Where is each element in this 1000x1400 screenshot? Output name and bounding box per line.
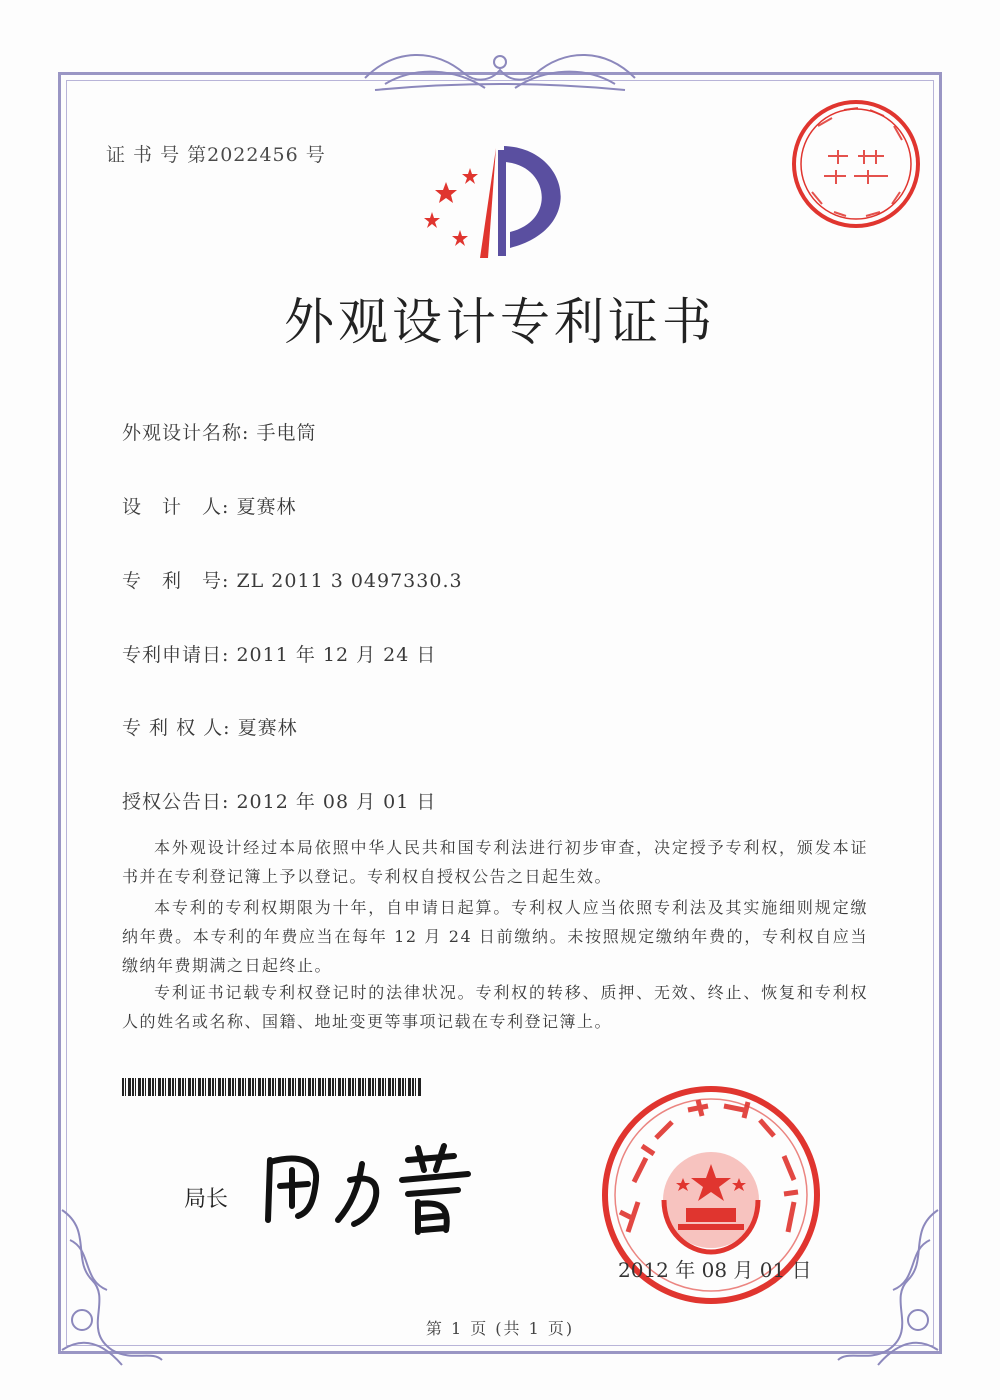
- bottom-left-ornament-icon: [52, 1200, 172, 1370]
- patent-number-field: [122, 566, 463, 593]
- bottom-right-ornament-icon: [828, 1200, 948, 1370]
- director-signature: [258, 1140, 478, 1240]
- designer-label: 设 计 人:: [122, 496, 230, 518]
- patentee-value: 夏赛林: [237, 717, 298, 739]
- page-number: 第 1 页 (共 1 页): [425, 1319, 575, 1338]
- patent-office-logo-icon: [418, 138, 588, 268]
- seal-date: 2012 年 08 月 01 日: [618, 1258, 812, 1282]
- design-name-label: 外观设计名称:: [122, 422, 250, 444]
- tax-seal-stamp: [788, 96, 924, 232]
- patentee-label: 专 利 权 人:: [122, 717, 231, 739]
- barcode: [122, 1078, 422, 1096]
- application-date-value: 2011 年 12 月 24 日: [236, 644, 437, 666]
- director-label: 局长: [184, 1187, 229, 1212]
- application-date-label: 专利申请日:: [122, 644, 230, 666]
- application-date-field: [122, 640, 436, 667]
- grant-date-field: [122, 787, 436, 814]
- paragraph-term: 本专利的专利权期限为十年，自申请日起算。专利权人应当依照专利法及其实施细则规定缴纳年费。本专利的年费应当在每年 12 月 24 日前缴纳。未按照规定缴纳年费的，专利权自应当缴纳年费期满之日起终止。: [122, 898, 868, 975]
- design-name-value: 手电筒: [256, 422, 317, 444]
- paragraph-legal-status: 专利证书记载专利权登记时的法律状况。专利权的转移、质押、无效、终止、恢复和专利权人的姓名或名称、国籍、地址变更等事项记载在专利登记簿上。: [122, 983, 868, 1031]
- top-ornament-icon: [355, 48, 645, 96]
- patent-number-label: 专 利 号:: [122, 570, 230, 592]
- certificate-number: 证 书 号 第2022456 号: [106, 144, 326, 166]
- page-title: 外观设计专利证书: [284, 293, 716, 351]
- design-name-field: [122, 418, 316, 445]
- patentee-field: [122, 713, 298, 740]
- designer-field: [122, 492, 296, 519]
- patent-number-value: ZL 2011 3 0497330.3: [236, 570, 463, 592]
- designer-value: 夏赛林: [236, 496, 297, 518]
- grant-date-value: 2012 年 08 月 01 日: [236, 791, 437, 813]
- grant-date-label: 授权公告日:: [122, 791, 230, 813]
- paragraph-examination: 本外观设计经过本局依照中华人民共和国专利法进行初步审查，决定授予专利权，颁发本证书并在专利登记簿上予以登记。专利权自授权公告之日起生效。: [122, 838, 868, 886]
